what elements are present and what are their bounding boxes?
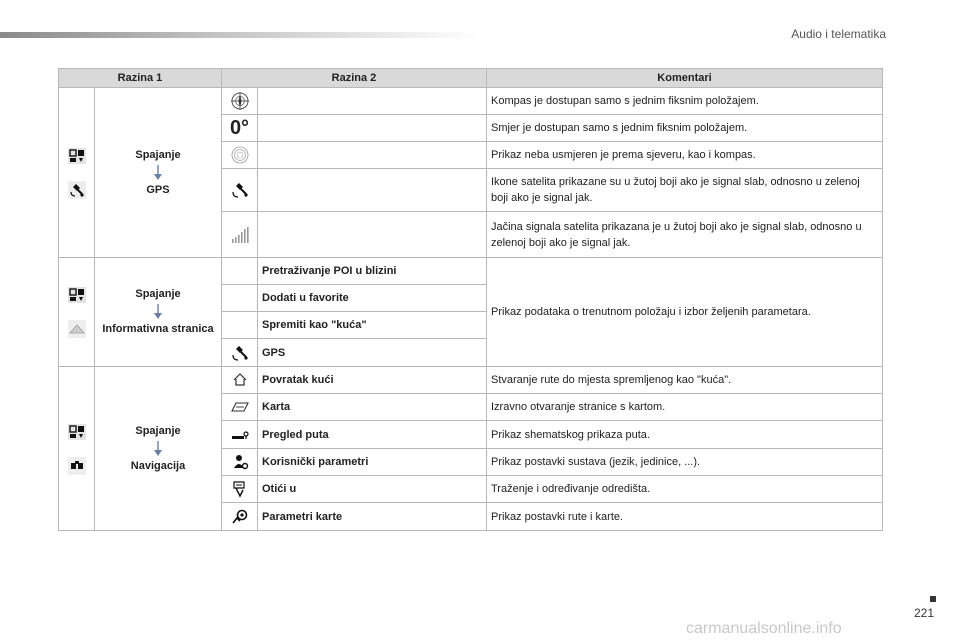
row-icon-cell [222,115,258,142]
row-comment: Prikaz postavki sustava (jezik, jedinice, ...). [487,449,883,476]
group-label-nav [95,367,222,531]
row-icon-cell [222,142,258,169]
row-icon-cell [222,339,258,367]
user-settings-icon[interactable] [230,452,250,472]
row-label[interactable]: GPS [258,339,487,367]
row-comment: Smjer je dostupan samo s jednim fiksnim položajem. [487,115,883,142]
destination-icon[interactable] [230,479,250,499]
table-row [59,88,883,115]
row-comment: Traženje i određivanje odredišta. [487,476,883,503]
row-icon-cell [222,285,258,312]
watermark: carmanualsonline.info [686,620,842,637]
row-label[interactable]: Pretraživanje POI u blizini [258,258,487,285]
row-icon-cell [222,394,258,421]
arrow-down-icon [153,304,163,320]
table-row [59,367,883,394]
header-bar [0,32,480,38]
row-label[interactable]: Pregled puta [258,421,487,449]
row-comment: Prikaz podataka o trenutnom položaju i izbor željenih parametara. [487,258,883,367]
row-icon-cell [222,367,258,394]
row-label [258,88,487,115]
satellite-icon[interactable] [230,180,250,200]
row-icon-cell [222,421,258,449]
compass-icon[interactable] [230,91,250,111]
row-comment: Jačina signala satelita prikazana je u žutoj boji ako je signal slab, odnosno u zelenoj boji ako je signal jak. [487,212,883,258]
row-icon-cell [222,503,258,531]
group-icons-info [59,258,95,367]
header-level1: Razina 1 [59,69,222,88]
row-icon-cell [222,212,258,258]
group-label-info [95,258,222,367]
row-label [258,115,487,142]
row-label[interactable]: Dodati u favorite [258,285,487,312]
group-label-gps [95,88,222,258]
satellite-icon [67,180,87,200]
row-comment: Ikone satelita prikazane su u žutoj boji ako je signal slab, odnosno u zelenoj boji ako je signal jak. [487,169,883,212]
row-label[interactable]: Korisnički parametri [258,449,487,476]
sky-view-icon[interactable] [230,145,250,165]
row-icon-cell [222,169,258,212]
home-icon[interactable] [230,370,250,390]
level1-label: Spajanje [135,424,181,437]
level1-label: Spajanje [135,288,181,301]
row-comment: Kompas je dostupan samo s jednim fiksnim položajem. [487,88,883,115]
row-comment: Prikaz postavki rute i karte. [487,503,883,531]
connect-nav-icon [67,146,87,166]
row-label [258,212,487,258]
row-label [258,142,487,169]
row-comment: Stvaranje rute do mjesta spremljenog kao "kuća". [487,367,883,394]
connect-nav-icon [67,285,87,305]
table-row [59,258,883,285]
level1-label: Spajanje [135,148,181,161]
section-title: Audio i telematika [791,27,886,41]
row-icon-cell [222,258,258,285]
signal-bars-icon[interactable] [230,225,250,245]
header-level2: Razina 2 [222,69,487,88]
row-icon-cell [222,476,258,503]
group-icons-nav [59,367,95,531]
row-icon-cell [222,449,258,476]
info-page-icon [67,319,87,339]
level1-sublabel: Informativna stranica [102,323,214,335]
page-number: 221 [913,606,934,620]
navigation-icon [67,456,87,476]
row-label[interactable]: Karta [258,394,487,421]
row-comment: Prikaz neba usmjeren je prema sjeveru, kao i kompas. [487,142,883,169]
row-icon-cell [222,88,258,115]
route-icon[interactable] [230,425,250,445]
map-settings-icon[interactable] [230,507,250,527]
arrow-down-icon [153,441,163,457]
row-icon-cell [222,312,258,339]
menu-table [58,68,883,531]
level1-sublabel: GPS [146,183,170,196]
row-label[interactable]: Otići u [258,476,487,503]
level1-sublabel: Navigacija [130,459,186,472]
satellite-icon[interactable] [230,343,250,363]
row-label[interactable]: Parametri karte [258,503,487,531]
row-label [258,169,487,212]
row-label[interactable]: Spremiti kao "kuća" [258,312,487,339]
row-comment: Prikaz shematskog prikaza puta. [487,421,883,449]
row-label[interactable]: Povratak kući [258,367,487,394]
page-marker [930,596,936,602]
connect-nav-icon [67,422,87,442]
arrow-down-icon [153,165,163,181]
degree-icon[interactable]: 0° [229,116,250,139]
row-comment: Izravno otvaranje stranice s kartom. [487,394,883,421]
group-icons-gps [59,88,95,258]
map-icon[interactable] [230,397,250,417]
table-header-row [59,69,883,88]
header-comments: Komentari [487,69,883,88]
